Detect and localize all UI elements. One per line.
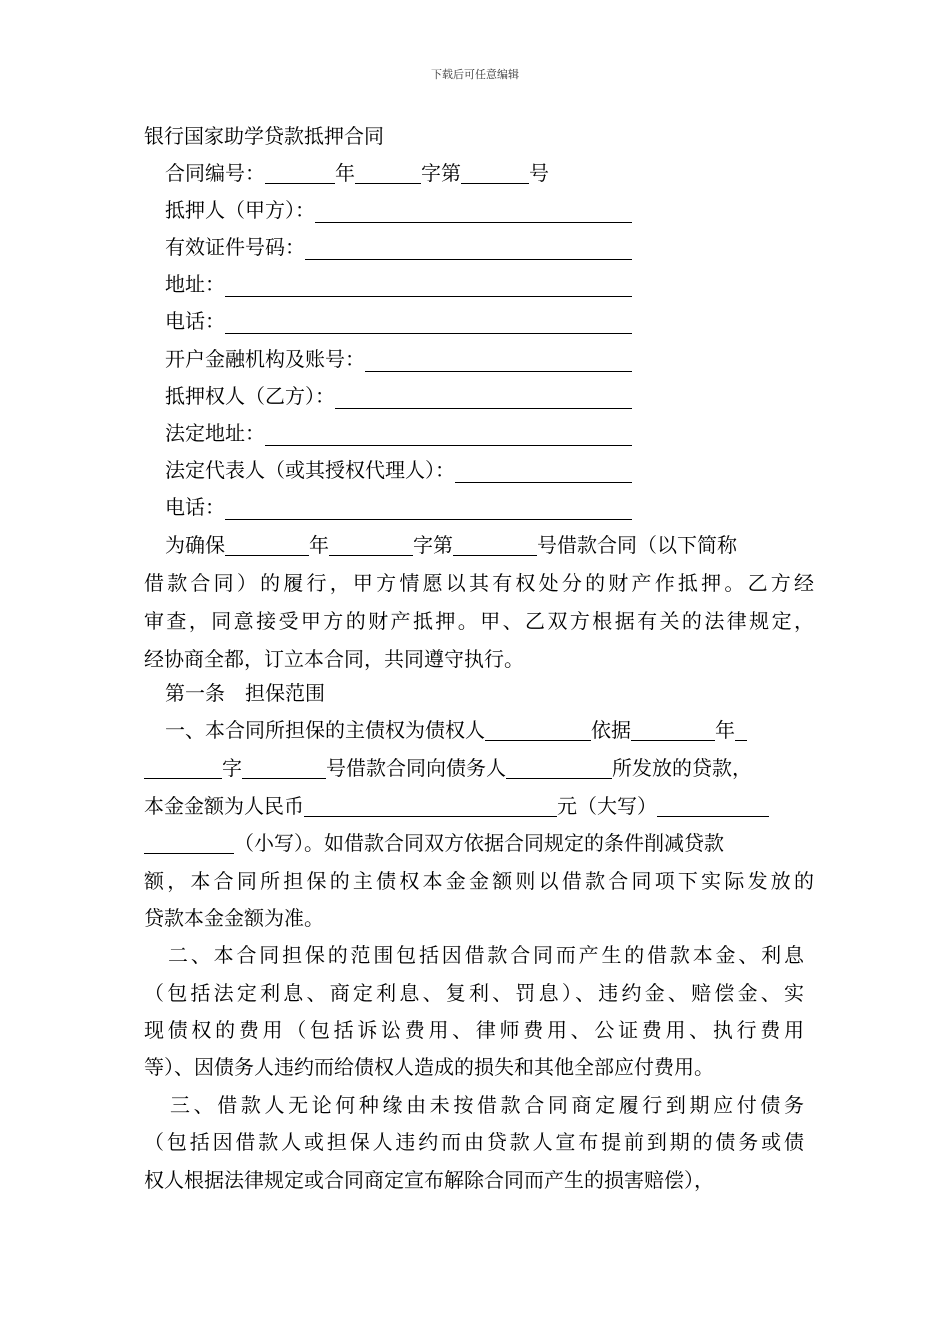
field-address <box>165 266 632 302</box>
field-legal-address <box>165 415 632 451</box>
preamble-line-2: 借款合同）的履行，甲方情愿以其有权处分的财产作抵押。乙方经 <box>144 571 814 595</box>
number-label: 号 <box>529 161 549 185</box>
blank-field[interactable] <box>631 716 715 741</box>
blank-field[interactable] <box>144 829 234 854</box>
blank-field[interactable] <box>365 345 632 372</box>
blank-field[interactable] <box>329 531 413 556</box>
clause-1-line-3 <box>144 788 814 824</box>
text-run: 号借款合同（以下简称 <box>537 533 737 557</box>
text-run: 字 <box>222 756 242 780</box>
blank-field[interactable] <box>242 754 326 779</box>
preamble-line-4: 经协商全都，订立本合同，共同遵守执行。 <box>144 647 524 671</box>
field-label: 地址： <box>165 272 225 296</box>
blank-field[interactable] <box>735 716 747 741</box>
blank-field[interactable] <box>225 493 632 520</box>
blank-field[interactable] <box>455 456 632 483</box>
blank-field[interactable] <box>225 307 632 334</box>
field-bank-account <box>165 341 632 377</box>
field-label: 法定地址： <box>165 421 265 445</box>
text-run: 年 <box>715 718 735 742</box>
word-label: 字第 <box>421 161 461 185</box>
text-run: 依据 <box>591 718 631 742</box>
blank-field[interactable] <box>461 159 529 184</box>
field-label: 开户金融机构及账号： <box>165 347 365 371</box>
field-label: 电话： <box>165 495 225 519</box>
blank-field[interactable] <box>453 531 537 556</box>
preamble-line-1 <box>165 527 814 563</box>
preamble-line-3: 审查，同意接受甲方的财产抵押。甲、乙双方根据有关的法律规定， <box>144 609 814 633</box>
document-title: 银行国家助学贷款抵押合同 <box>144 124 384 148</box>
blank-field[interactable] <box>485 716 591 741</box>
blank-field[interactable] <box>304 792 557 817</box>
text-run: 号借款合同向债务人 <box>326 756 506 780</box>
text-run: 元（大写） <box>557 794 657 818</box>
clause-2-line-3: 现债权的费用（包括诉讼费用、律师费用、公证费用、执行费用 <box>144 1018 804 1042</box>
blank-field[interactable] <box>506 754 612 779</box>
blank-field[interactable] <box>657 792 769 817</box>
year-label: 年 <box>335 161 355 185</box>
clause-2-line-2: （包括法定利息、商定利息、复利、罚息）、违约金、赔偿金、实 <box>144 981 804 1005</box>
clause-1-line-1 <box>165 712 814 748</box>
field-id-number <box>165 229 632 265</box>
contract-number-label: 合同编号： <box>165 161 265 185</box>
blank-field[interactable] <box>225 270 632 297</box>
clause-2-line-1: 二、本合同担保的范围包括因借款合同而产生的借款本金、利息 <box>168 943 804 967</box>
clause-1-line-4 <box>144 825 814 861</box>
blank-field[interactable] <box>265 419 632 446</box>
blank-field[interactable] <box>355 159 421 184</box>
blank-field[interactable] <box>335 382 632 409</box>
text-run: 为确保 <box>165 533 225 557</box>
page-header: 下载后可任意编辑 <box>431 68 519 81</box>
clause-3-line-3: 权人根据法律规定或合同商定宣布解除合同而产生的损害赔偿）， <box>144 1168 714 1192</box>
blank-field[interactable] <box>225 531 309 556</box>
text-run: 字第 <box>413 533 453 557</box>
clause-1-line-6: 贷款本金金额为准。 <box>144 906 324 930</box>
field-label: 抵押权人（乙方）： <box>165 384 335 408</box>
field-label: 抵押人（甲方）： <box>165 198 315 222</box>
clause-1-line-5: 额，本合同所担保的主债权本金金额则以借款合同项下实际发放的 <box>144 869 814 893</box>
blank-field[interactable] <box>144 754 222 779</box>
article-1-heading: 第一条 担保范围 <box>165 681 325 705</box>
contract-number-line <box>165 155 835 191</box>
text-run: 一、本合同所担保的主债权为债权人 <box>165 718 485 742</box>
field-mortgagee <box>165 378 632 414</box>
clause-2-line-4: 等）、因债务人违约而给债权人造成的损失和其他全部应付费用。 <box>144 1055 714 1079</box>
field-phone-2 <box>165 489 632 525</box>
clause-1-line-2 <box>144 750 814 786</box>
blank-field[interactable] <box>315 196 632 223</box>
clause-3-line-1: 三、借款人无论何种缘由未按借款合同商定履行到期应付债务 <box>170 1093 804 1117</box>
field-phone <box>165 303 632 339</box>
field-legal-representative <box>165 452 632 488</box>
text-run: 本金金额为人民币 <box>144 794 304 818</box>
text-run: （小写）。如借款合同双方依据合同规定的条件削减贷款 <box>234 831 724 855</box>
blank-field[interactable] <box>265 159 335 184</box>
field-label: 有效证件号码： <box>165 235 305 259</box>
blank-field[interactable] <box>305 233 632 260</box>
clause-3-line-2: （包括因借款人或担保人违约而由贷款人宣布提前到期的债务或债 <box>144 1130 804 1154</box>
text-run: 年 <box>309 533 329 557</box>
field-label: 法定代表人（或其授权代理人）： <box>165 458 455 482</box>
text-run: 所发放的贷款， <box>612 756 752 780</box>
field-label: 电话： <box>165 309 225 333</box>
field-mortgagor <box>165 192 632 228</box>
